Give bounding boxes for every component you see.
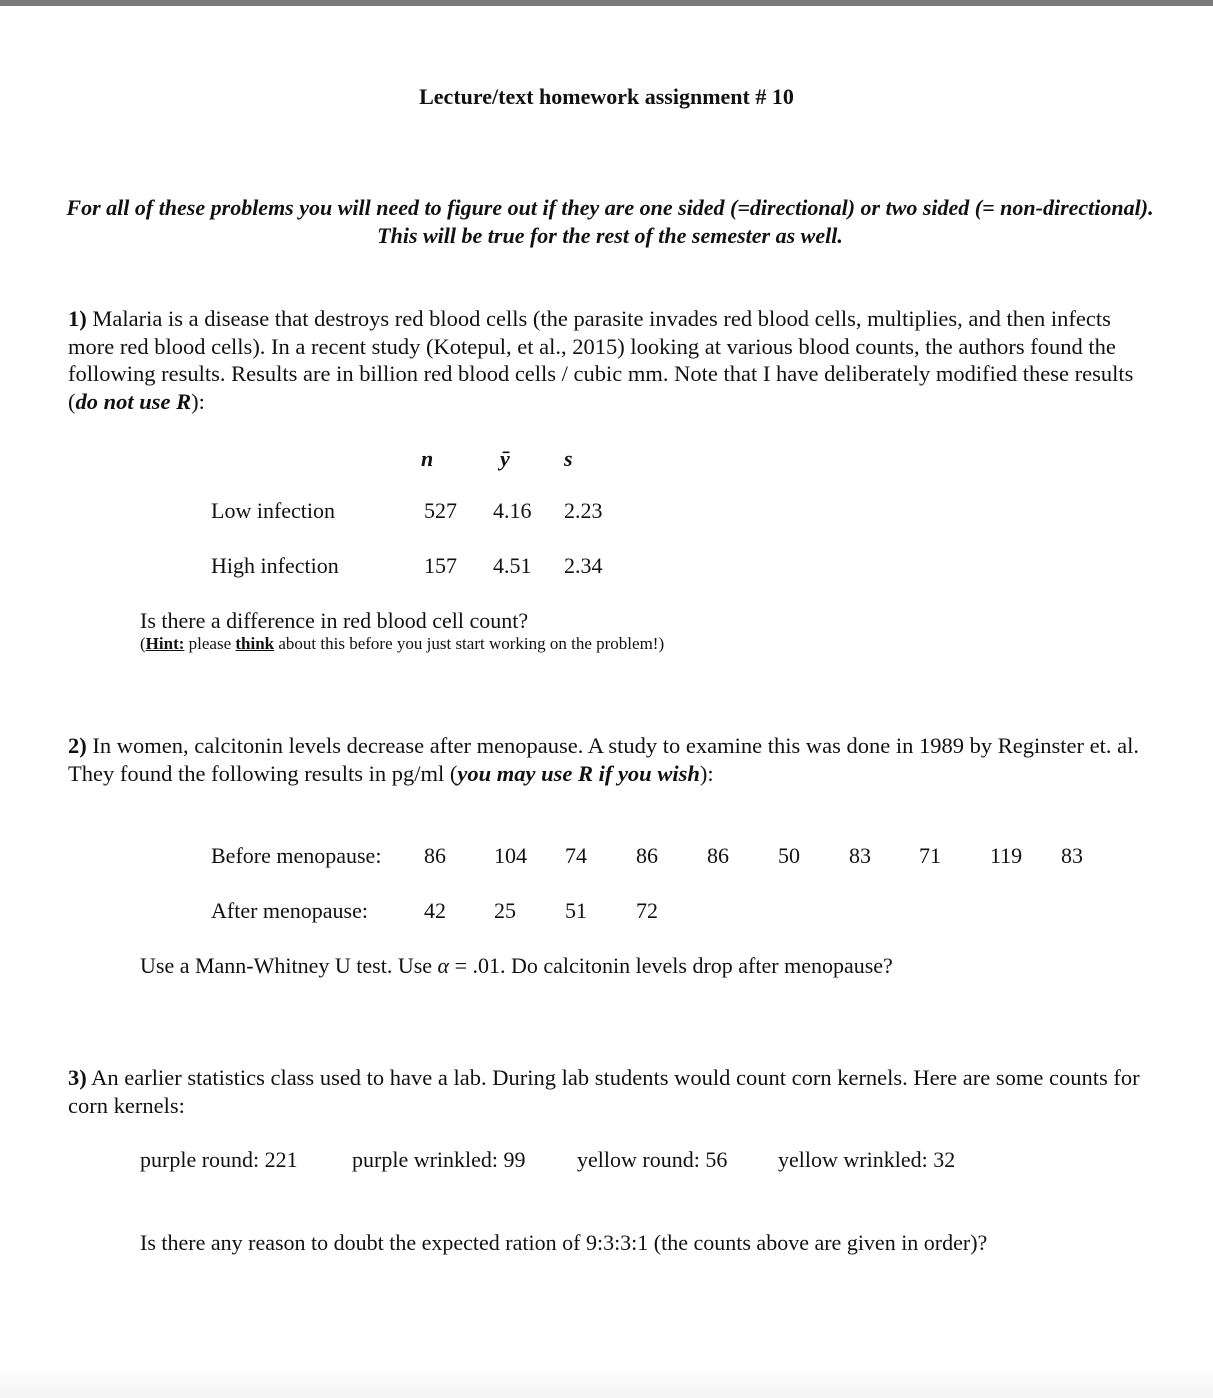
instructions: For all of these problems you will need to figure out if they are one sided (=directional) or two sided (= non-directional). This will be true for the rest of the semester as well. bbox=[66, 195, 1154, 248]
problem-2-question bbox=[140, 953, 893, 979]
page-title: Lecture/text homework assignment # 10 bbox=[419, 84, 794, 109]
after-label: After menopause: bbox=[211, 898, 368, 923]
count-yellow-wrinkled: yellow wrinkled: 32 bbox=[778, 1147, 956, 1172]
row-low-mean: 4.16 bbox=[493, 498, 532, 523]
before-value: 50 bbox=[778, 843, 800, 868]
before-value: 86 bbox=[707, 843, 729, 868]
problem-2-body: In women, calcitonin levels decrease after menopause. A study to examine this was done in 1989 by Reginster et. al. They found the following results in pg/ml ( bbox=[68, 733, 1139, 786]
before-value: 74 bbox=[565, 843, 587, 868]
before-label: Before menopause: bbox=[211, 843, 382, 868]
problem-1-end: ): bbox=[191, 388, 205, 414]
row-high-n: 157 bbox=[424, 553, 457, 578]
row-low-n: 527 bbox=[424, 498, 457, 523]
problem-2-text bbox=[68, 732, 1143, 787]
problem-3-text bbox=[68, 1064, 1143, 1119]
row-high-label: High infection bbox=[211, 553, 339, 578]
problem-2-number: 2) bbox=[68, 733, 87, 758]
problem-1-emphasis: do not use R bbox=[75, 388, 192, 414]
header-s: s bbox=[564, 446, 573, 471]
row-low-label: Low infection bbox=[211, 498, 336, 523]
hint-before: please bbox=[184, 634, 236, 653]
before-value: 86 bbox=[424, 843, 446, 868]
problem-2-end: ): bbox=[699, 760, 714, 786]
after-value: 25 bbox=[494, 898, 516, 923]
question-end: = .01. Do calcitonin levels drop after menopause? bbox=[449, 953, 893, 978]
problem-1-hint bbox=[140, 634, 664, 654]
hint-label: Hint: bbox=[145, 634, 185, 653]
problem-3-body: An earlier statistics class used to have a lab. During lab students would count corn kernels. Here are some counts for corn kernels: bbox=[68, 1065, 1140, 1118]
row-low-s: 2.23 bbox=[564, 498, 603, 523]
hint-word: think bbox=[235, 634, 275, 653]
count-purple-wrinkled: purple wrinkled: 99 bbox=[352, 1147, 526, 1172]
row-high-s: 2.34 bbox=[564, 553, 603, 578]
problem-2-emphasis: you may use R if you wish bbox=[457, 760, 700, 786]
row-high-mean: 4.51 bbox=[493, 553, 532, 578]
header-mean: ȳ bbox=[500, 446, 510, 471]
top-border bbox=[0, 0, 1213, 6]
problem-3-question: Is there any reason to doubt the expected ration of 9:3:3:1 (the counts above are given in order)? bbox=[140, 1230, 988, 1255]
before-value: 83 bbox=[1061, 843, 1083, 868]
before-value: 104 bbox=[494, 843, 527, 868]
bottom-shade bbox=[0, 1366, 1213, 1398]
alpha-symbol: α bbox=[437, 953, 450, 978]
problem-1-number: 1) bbox=[68, 306, 87, 331]
problem-1-body: Malaria is a disease that destroys red blood cells (the parasite invades red blood cells, multiplies, and then infects more red blood cells). In a recent study (Kotepul, et al., 2015) looking at various blood counts, the authors found the following results. Results are in billion red blood cells / cubic mm. Note that I have deliberately modified these results ( bbox=[68, 306, 1134, 414]
after-value: 51 bbox=[565, 898, 587, 923]
before-value: 83 bbox=[849, 843, 871, 868]
header-n: n bbox=[421, 446, 434, 471]
problem-3-number: 3) bbox=[68, 1065, 87, 1090]
before-value: 71 bbox=[919, 843, 941, 868]
before-value: 86 bbox=[636, 843, 658, 868]
after-value: 42 bbox=[424, 898, 446, 923]
hint-open: ( bbox=[140, 634, 146, 653]
after-value: 72 bbox=[636, 898, 658, 923]
count-purple-round: purple round: 221 bbox=[140, 1147, 298, 1172]
before-value: 119 bbox=[990, 843, 1023, 868]
question-start: Use a Mann-Whitney U test. Use bbox=[140, 953, 438, 978]
hint-after: about this before you just start working on the problem!) bbox=[274, 634, 665, 653]
problem-1-question: Is there a difference in red blood cell count? bbox=[140, 608, 529, 633]
count-yellow-round: yellow round: 56 bbox=[577, 1147, 728, 1172]
problem-1-text bbox=[68, 305, 1143, 415]
